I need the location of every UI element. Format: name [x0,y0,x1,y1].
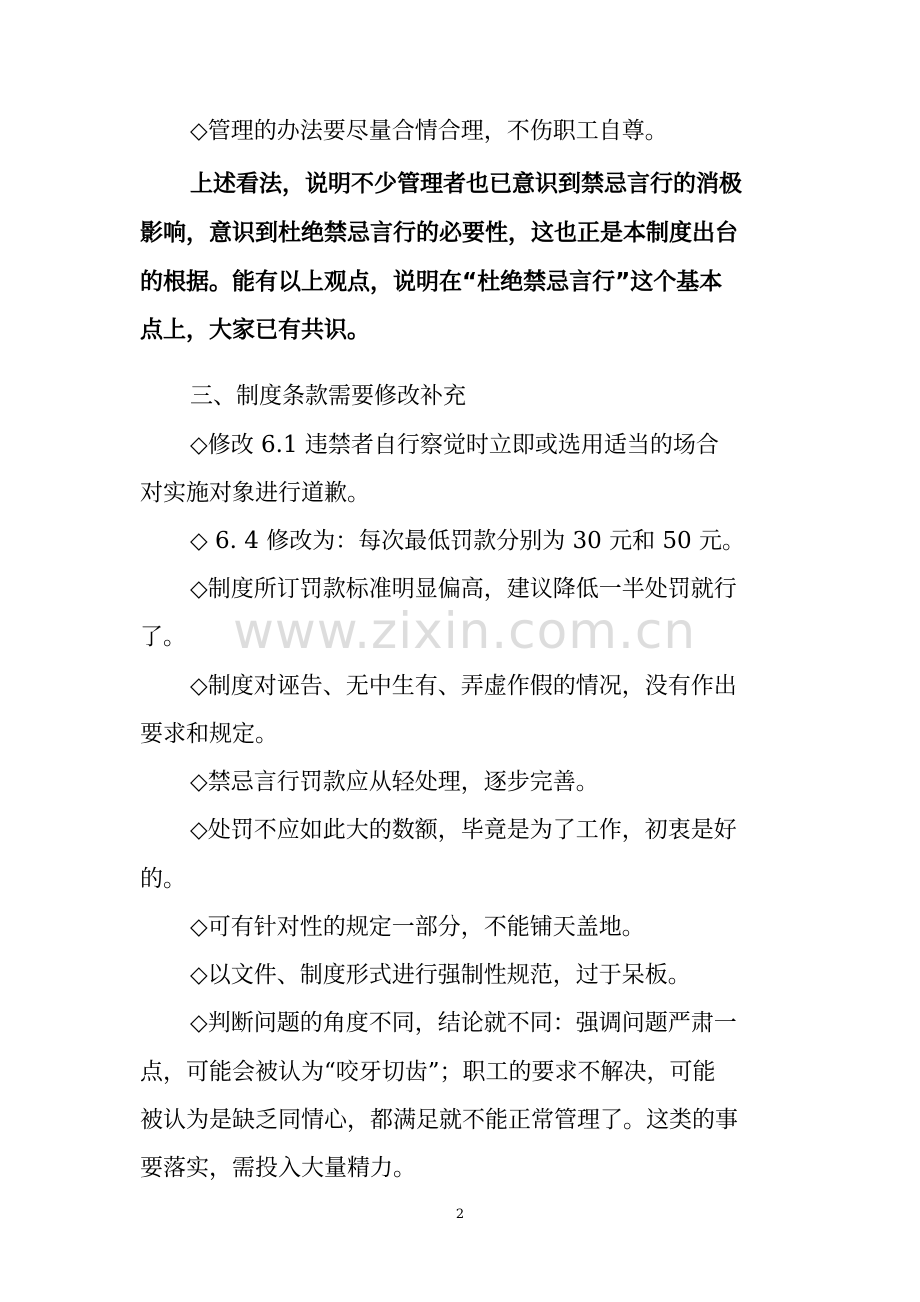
paragraph-11-line-1: ◇以文件、制度形式进行强制性规范，过于呆板。 [190,962,691,988]
paragraph-2-line-4: 点上，大家已有共识。 [140,317,370,343]
paragraph-6-line-1: ◇制度所订罚款标准明显偏高，建议降低一半处罚就行 [190,576,737,602]
page-number: 2 [455,1207,465,1222]
paragraph-12-line-2: 点，可能会被认为“咬牙切齿”；职工的要求不解决，可能 [140,1059,716,1085]
paragraph-1-line-1: ◇管理的办法要尽量合情合理，不伤职工自尊。 [190,118,668,144]
paragraph-4-line-2: 对实施对象进行道歉。 [140,480,370,506]
paragraph-9-line-1: ◇处罚不应如此大的数额，毕竟是为了工作，初衷是好 [190,817,737,843]
paragraph-12-line-3: 被认为是缺乏同情心，都满足就不能正常管理了。这类的事 [140,1107,738,1133]
watermark: www.zixin.com.cn [233,602,697,660]
paragraph-10-line-1: ◇可有针对性的规定一部分，不能铺天盖地。 [190,914,645,940]
paragraph-12-line-4: 要落实，需投入大量精力。 [140,1155,416,1181]
paragraph-5-line-1: ◇ 6. 4 修改为：每次最低罚款分别为 30 元和 50 元。 [190,528,745,554]
paragraph-9-line-2: 的。 [140,866,186,892]
paragraph-7-line-1: ◇制度对诬告、无中生有、弄虚作假的情况，没有作出 [190,673,737,699]
section-heading: 三、制度条款需要修改补充 [190,383,466,409]
paragraph-2-line-2: 影响，意识到杜绝禁忌言行的必要性，这也正是本制度出台 [140,220,738,246]
paragraph-8-line-1: ◇禁忌言行罚款应从轻处理，逐步完善。 [190,769,599,795]
paragraph-4-line-1: ◇修改 6.1 违禁者自行察觉时立即或选用适当的场合 [190,432,719,458]
paragraph-2-line-1: 上述看法，说明不少管理者也已意识到禁忌言行的消极 [190,171,742,197]
paragraph-6-line-2: 了。 [140,624,186,650]
paragraph-12-line-1: ◇判断问题的角度不同，结论就不同：强调问题严肃一 [190,1010,737,1036]
paragraph-7-line-2: 要求和规定。 [140,721,278,747]
paragraph-2-line-3: 的根据。能有以上观点，说明在“杜绝禁忌言行”这个基本 [140,269,723,295]
